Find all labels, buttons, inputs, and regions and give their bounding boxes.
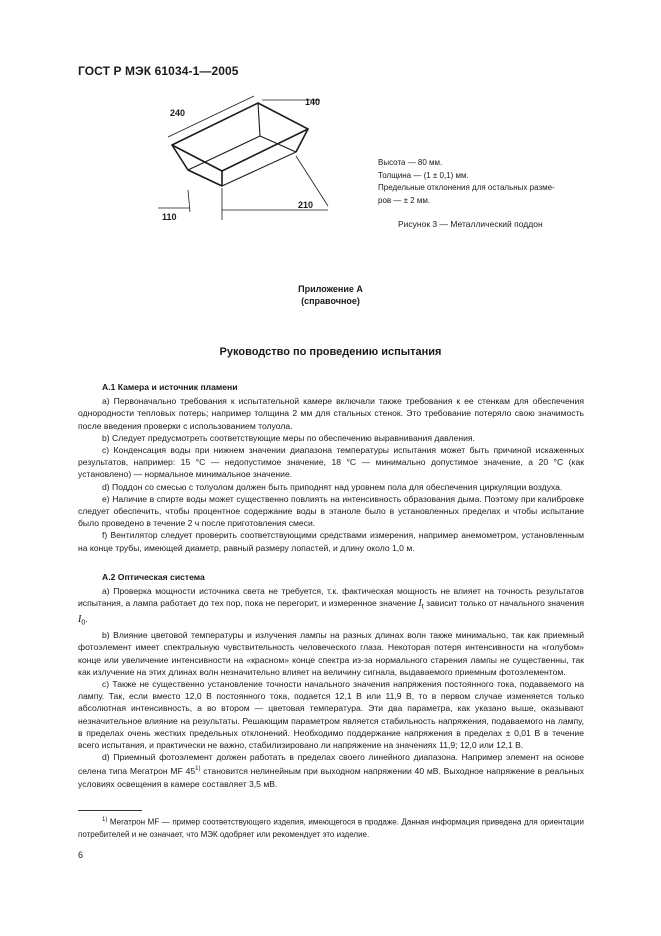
dim-110-label: 110 (162, 212, 177, 222)
section-a2 (78, 571, 584, 790)
tray-figure (150, 90, 350, 230)
paragraph: b) Влияние цветовой температуры и излучения лампы на разных длинах волн также минимально, так как приемный фотоэлемент имеет спектральную чувствительность человеческого глаза. Некоторая потеря интенсивности на «голубом» конце или увеличение интенсивности на «красном» конце спектра из-за нормального старения лампы не существенны, так как излучение на этих длинах волн незначительно влияет на величину сигнала, выдаваемого приемным фотоэлементом. (78, 630, 584, 677)
annex-heading (0, 283, 661, 307)
dim-line: Предельные отклонения для остальных разме- (378, 183, 555, 192)
dim-140-label: 140 (305, 97, 321, 107)
dim-line: Толщина — (1 ± 0,1) мм. (378, 170, 469, 180)
figure-dimensions-note (378, 157, 588, 207)
document-header: ГОСТ Р МЭК 61034-1—2005 (78, 64, 239, 78)
annex-title: Приложение А (298, 284, 363, 294)
paragraph: d) Приемный фотоэлемент должен работать в пределах своего линейного диапазона. Например элемент на основе селена типа Мегатрон MF 45$^{1)}$ становится нелинейным при выходном напряжении 40 мВ. Выходное напряжение в реальных условиях освещения в камере составляет 3,5 мВ. (78, 752, 585, 789)
metal-tray-drawing (150, 90, 350, 230)
dim-240-label: 240 (170, 108, 186, 118)
figure-caption: Рисунок 3 — Металлический поддон (398, 219, 543, 229)
tray-rim (172, 103, 308, 171)
document-title: Руководство по проведению испытания (219, 346, 442, 358)
paragraph: c) Также не существенно установление точности начального значения напряжения постоянного тока, подаваемого на лампу. Так, если вместо 12,0 В постоянного тока, подается 12,1 В или 11,9 В, то в первом случае изменяется только абсолютная интенсивность, а во втором — цветовая температура. Эти два параметра, как указано выше, оказывают незначительное влияние на результаты. Решающим параметром является стабильность напряжения, подаваемого на лампу, в пределах очень жестких предельных отклонений. Необходимо поддержание напряжения в пределах ± 0,01 В в течение всего испытания, и практически не важно, стабилизировано ли напряжение на значениях 11,9; 12,0 или 12,1 В. (78, 679, 584, 751)
section-a1 (78, 381, 584, 554)
paragraph: b) Следует предусмотреть соответствующие меры по обеспечению выравнивания давления. (102, 432, 475, 443)
dim-line: Высота — 80 мм. (378, 158, 443, 167)
dim-line: ров — ± 2 мм. (378, 195, 431, 205)
paragraph: a) Проверка мощности источника света не требуется, т.к. фактическая мощность не влияет на точность результатов испытания, а лампа работает до тех пор, пока не перегорит, и измеренное значение $I_t$ зависит только от начального значения $I_0$. (78, 586, 584, 628)
footnote: $^{1)}$ Мегатрон MF — пример соответствующего изделия, имеющегося в продаже. Данная информация приведена для ориентации потребителей и не означает, что МЭК одобряет или рекомендует это изделие. (78, 817, 584, 839)
paragraph: d) Поддон со смесью с толуолом должен быть приподнят над уровнем пола для обеспечения циркуляции воздуха. (102, 481, 563, 492)
section-heading: А.1 Камера и источник пламени (102, 382, 238, 392)
footnote-separator (78, 810, 142, 811)
paragraph: c) Конденсация воды при нижнем значении диапазона температуры испытания может быть причиной искаженных результатов, например: 15 °С — недопустимое значение, 18 °С — минимально допустимое значение, а 20 °С (как установлено) — нормальное минимальное значение. (78, 445, 584, 480)
paragraph: f) Вентилятор следует проверить соответствующими средствами измерения, например анемометром, установленным на конце трубы, имеющей диаметр, равный размеру лопастей, и длину около 1,0 м. (78, 530, 584, 553)
paragraph: a) Первоначально требования к испытательной камере включали также требования к ее стенкам для обеспечения однородности тепловых потерь; например толщина 2 мм для стальных стенок. Это требование потеряло свою значимость после введения проверки с использованием толуола. (78, 396, 584, 431)
dim-210-label: 210 (298, 200, 314, 210)
annex-subtitle: (справочное) (301, 296, 360, 306)
section-heading: А.2 Оптическая система (102, 572, 205, 582)
page-number: 6 (78, 850, 84, 860)
paragraph: e) Наличие в спирте воды может существенно повлиять на интенсивность образования дыма. Поэтому при калибровке следует обеспечить, чтобы процентное содержание воды в этаноле было в установленных пределах и чтобы испытание было проведено в течение 2 ч после приготовления смеси. (78, 493, 584, 529)
